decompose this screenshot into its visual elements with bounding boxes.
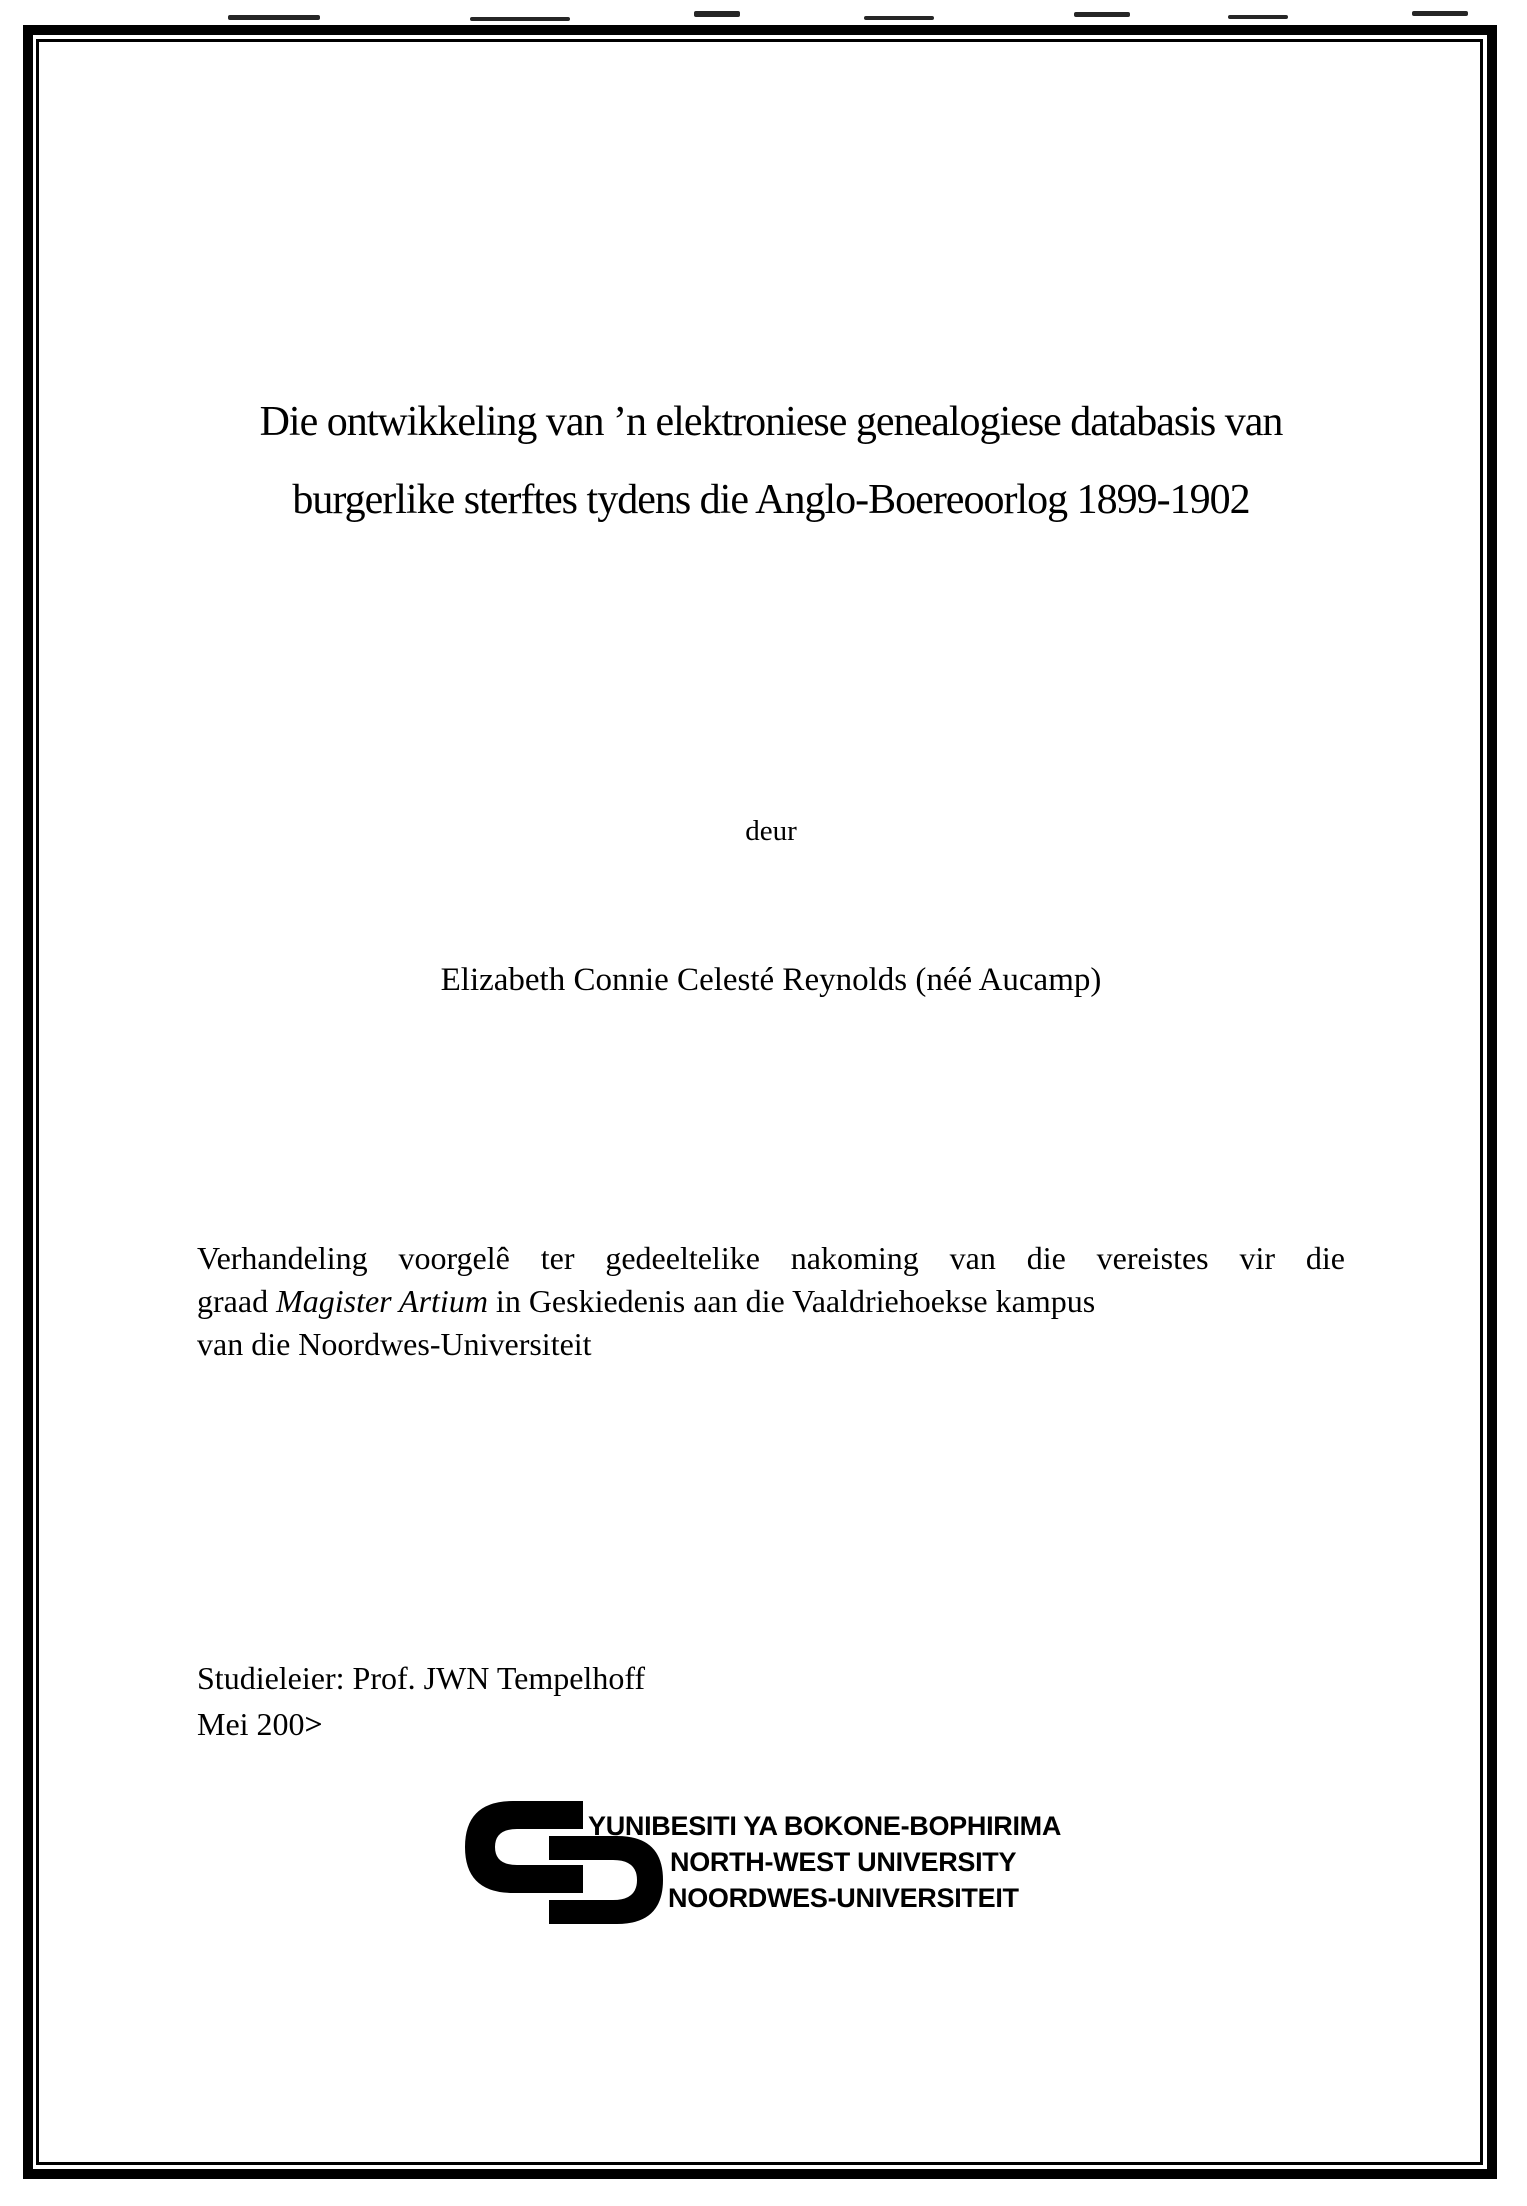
supervisor-line: Studieleier: Prof. JWN Tempelhoff (197, 1660, 646, 1696)
logo-text-afrikaans: NOORDWES-UNIVERSITEIT (668, 1883, 1019, 1913)
nwu-logo-text (588, 1808, 1061, 1916)
date-prefix: Mei 200 (197, 1706, 305, 1742)
supervisor-block (197, 1655, 645, 1747)
degree-statement-line-2 (197, 1280, 1345, 1323)
degree-line2-suffix: in Geskiedenis aan die Vaaldriehoekse kampus (487, 1283, 1096, 1319)
date-last-digit-glyph: > (304, 1707, 323, 1741)
degree-statement-line-3: van die Noordwes-Universiteit (197, 1326, 592, 1362)
scan-noise (228, 15, 320, 20)
degree-statement-line-1: Verhandeling voorgelê ter gedeeltelike nakoming van die vereistes vir die (197, 1240, 1345, 1276)
byline-label: deur (745, 815, 797, 847)
thesis-title-line-2: burgerlike sterftes tydens die Anglo-Boereoorlog 1899-1902 (292, 477, 1250, 523)
scan-noise (864, 16, 934, 20)
scan-noise (1412, 11, 1468, 16)
logo-text-setswana: YUNIBESITI YA BOKONE-BOPHIRIMA (588, 1811, 1062, 1841)
date-line (197, 1701, 645, 1747)
degree-name-italic: Magister Artium (276, 1283, 488, 1319)
scan-noise (470, 17, 570, 21)
thesis-title-line-1: Die ontwikkeling van ’n elektroniese genealogiese databasis van (259, 399, 1283, 445)
scan-noise (694, 11, 740, 17)
scan-noise (1074, 12, 1130, 17)
degree-statement (197, 1237, 1345, 1366)
scan-noise (1228, 15, 1288, 19)
degree-line2-prefix: graad (197, 1283, 277, 1319)
author-name: Elizabeth Connie Celesté Reynolds (néé Aucamp) (440, 962, 1102, 998)
logo-text-english: NORTH-WEST UNIVERSITY (670, 1847, 1017, 1877)
